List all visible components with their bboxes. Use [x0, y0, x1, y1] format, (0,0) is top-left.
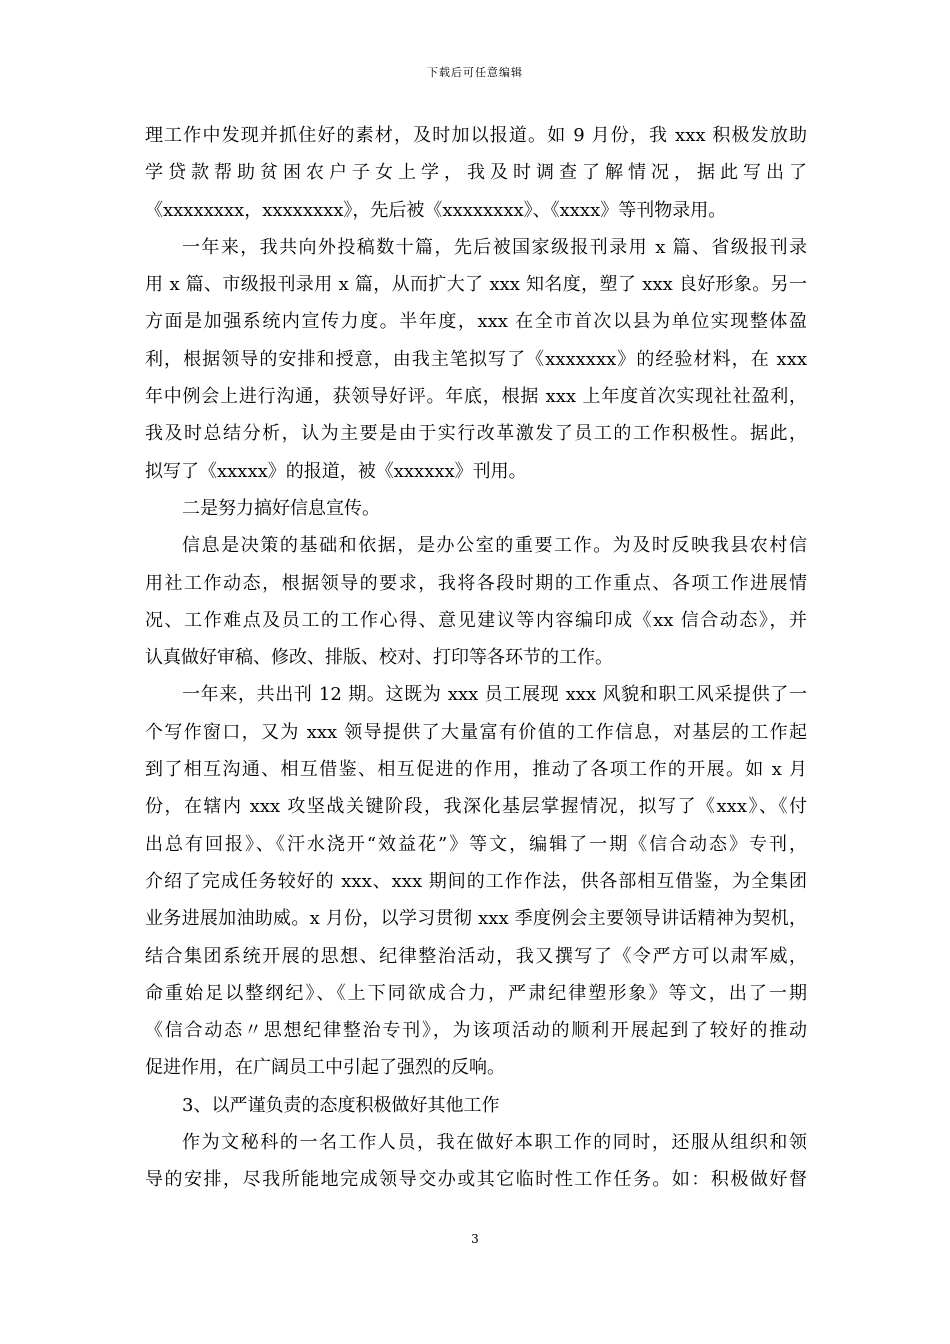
paragraph-first-line: 信息是决策的基础和依据，是办公室的重要工作。为及时反映我县农村信: [182, 535, 807, 557]
text-line: 《信合动态〃思想纪律整治专刊》，为该项活动的顺利开展起到了较好的推动: [145, 1020, 807, 1042]
page-header: 下载后可任意编辑: [427, 66, 523, 79]
section-heading: 3、以严谨负责的态度积极做好其他工作: [182, 1094, 500, 1116]
text-line: 况、工作难点及员工的工作心得、意见建议等内容编印成《xx 信合动态》，并: [145, 609, 807, 631]
text-line: 个写作窗口，又为 xxx 领导提供了大量富有价值的工作信息，对基层的工作起: [145, 721, 807, 743]
paragraph-first-line: 一年来，共出刊 12 期。这既为 xxx 员工展现 xxx 风貌和职工风采提供了一: [182, 684, 807, 706]
text-line: 利，根据领导的安排和授意，由我主笔拟写了《xxxxxxx》的经验材料，在 xxx: [145, 348, 807, 370]
text-line: 理工作中发现并抓住好的素材，及时加以报道。如 9 月份，我 xxx 积极发放助: [145, 125, 807, 146]
text-line: 业务进展加油助威。x 月份，以学习贯彻 xxx 季度例会主要领导讲话精神为契机，: [145, 908, 807, 930]
text-line: 我及时总结分析，认为主要是由于实行改革激发了员工的工作积极性。据此，: [145, 423, 807, 445]
text-line: 出总有回报》、《汗水浇开“效益花”》等文，编辑了一期《信合动态》专刊，: [145, 833, 807, 855]
page-number: 3: [471, 1232, 479, 1246]
paragraph-first-line: 作为文秘科的一名工作人员，我在做好本职工作的同时，还服从组织和领: [182, 1132, 807, 1154]
text-line: 学贷款帮助贫困农户子女上学，我及时调查了解情况，据此写出了: [145, 162, 807, 184]
text-line: 用 x 篇、市级报刊录用 x 篇，从而扩大了 xxx 知名度，塑了 xxx 良好形象。另一: [145, 274, 807, 296]
paragraph-first-line: 一年来，我共向外投稿数十篇，先后被国家级报刊录用 x 篇、省级报刊录: [182, 236, 807, 258]
text-line: 导的安排，尽我所能地完成领导交办或其它临时性工作任务。如：积极做好督: [145, 1169, 807, 1191]
text-line: 结合集团系统开展的思想、纪律整治活动，我又撰写了《令严方可以肃军威，: [145, 945, 807, 967]
text-line: 到了相互沟通、相互借鉴、相互促进的作用，推动了各项工作的开展。如 x 月: [145, 759, 807, 781]
text-line: 介绍了完成任务较好的 xxx、xxx 期间的工作作法，供各部相互借鉴，为全集团: [145, 870, 807, 892]
text-line: 年中例会上进行沟通，获领导好评。年底，根据 xxx 上年度首次实现社社盈利，: [145, 386, 807, 408]
text-line: 认真做好审稿、修改、排版、校对、打印等各环节的工作。: [145, 647, 613, 669]
text-line: 拟写了《xxxxx》的报道，被《xxxxxx》刊用。: [145, 460, 527, 482]
document-body: [145, 117, 807, 1199]
text-line: 方面是加强系统内宣传力度。半年度，xxx 在全市首次以县为单位实现整体盈: [145, 311, 807, 333]
text-line: 用社工作动态，根据领导的要求，我将各段时期的工作重点、各项工作进展情: [145, 572, 807, 594]
text-line: 份，在辖内 xxx 攻坚战关键阶段，我深化基层掌握情况，拟写了《xxx》、《付: [145, 796, 807, 818]
text-line: 促进作用，在广阔员工中引起了强烈的反响。: [145, 1057, 505, 1079]
section-heading: 二是努力搞好信息宣传。: [182, 497, 380, 519]
text-line: 《xxxxxxxx，xxxxxxxx》，先后被《xxxxxxxx》、《xxxx》等刊物录用。: [145, 199, 727, 221]
text-line: 命重始足以整纲纪》、《上下同欲成合力，严肃纪律塑形象》等文，出了一期: [145, 982, 807, 1004]
